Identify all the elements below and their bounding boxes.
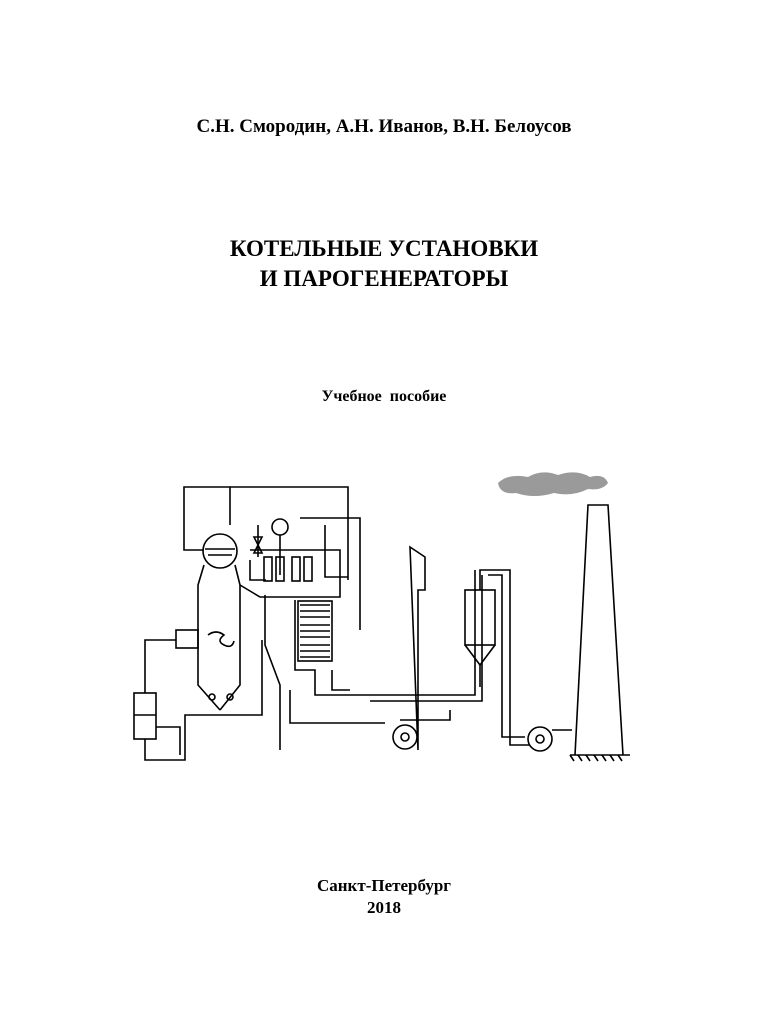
subtitle: Учебное пособие <box>321 388 447 405</box>
smoke-cloud <box>498 472 608 496</box>
publication-year: 2018 <box>367 898 401 917</box>
authors: С.Н. Смородин, А.Н. Иванов, В.Н. Белоусов <box>196 116 572 137</box>
heat-exchanger-symbol <box>254 519 288 575</box>
burner-box <box>176 630 198 648</box>
book-title <box>0 234 768 294</box>
title-line-2: И ПАРОГЕНЕРАТОРЫ <box>259 266 509 291</box>
title-line-1: КОТЕЛЬНЫЕ УСТАНОВКИ <box>229 236 539 261</box>
chimney <box>570 505 630 761</box>
flue-duct <box>290 547 482 750</box>
publication-city: Санкт-Петербург <box>316 876 452 895</box>
furnace <box>198 565 240 710</box>
convective-pass <box>240 550 370 750</box>
boiler-plant-diagram <box>120 465 650 775</box>
cyclone-precipitator <box>465 570 572 751</box>
steam-drum <box>203 534 237 568</box>
